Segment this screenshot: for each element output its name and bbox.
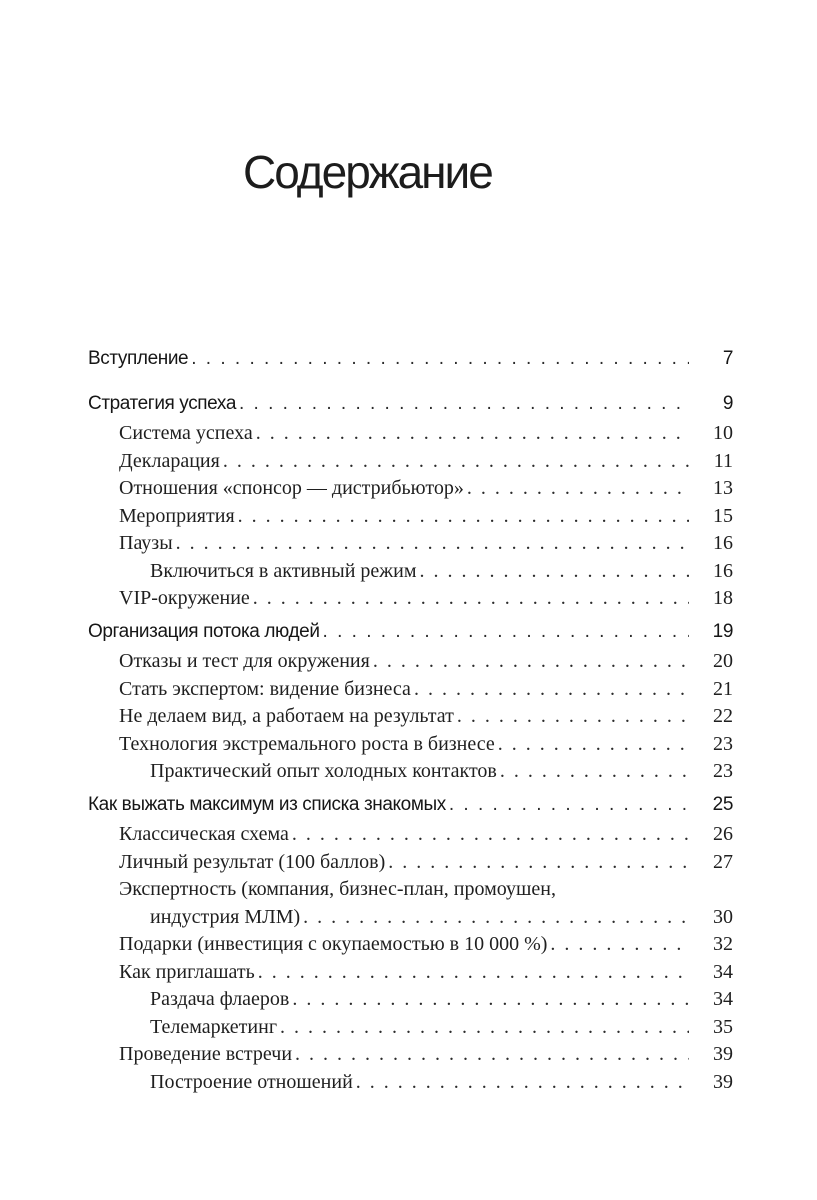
toc-entry-label: Подарки (инвестиция с окупаемостью в 10 000 %) <box>119 933 548 955</box>
page-title: Содержание <box>243 145 492 198</box>
toc-entry-row <box>88 876 733 904</box>
toc-entry-label: Система успеха <box>119 422 253 444</box>
toc-entry-row <box>88 731 733 759</box>
toc-entry-row <box>88 959 733 987</box>
dot-leader <box>467 475 689 503</box>
dot-leader <box>258 959 689 987</box>
dot-leader <box>414 676 689 704</box>
toc-section-row <box>88 618 733 646</box>
toc-entry-page: 16 <box>713 559 733 582</box>
toc-entry-row <box>88 931 733 959</box>
dot-leader <box>449 791 689 819</box>
toc-entry-page: 21 <box>713 677 733 700</box>
toc-entry-page: 34 <box>713 960 733 983</box>
toc-entry-row <box>88 448 733 476</box>
toc-entry-page: 30 <box>713 905 733 928</box>
toc-entry-row <box>88 849 733 877</box>
toc-entry-row <box>88 676 733 704</box>
dot-leader <box>373 648 689 676</box>
toc-section-row <box>88 390 733 418</box>
toc-entry-label: Построение отношений <box>150 1070 353 1093</box>
dot-leader <box>176 530 689 558</box>
toc-entry-page: 22 <box>713 705 733 727</box>
dot-leader <box>292 986 689 1014</box>
toc-entry-label: Стратегия успеха <box>88 392 236 414</box>
toc-entry-label: Раздача флаеров <box>150 988 290 1010</box>
dot-leader <box>498 731 689 759</box>
dot-leader <box>239 390 689 418</box>
toc-entry-page: 23 <box>713 760 733 782</box>
dot-leader <box>550 931 689 959</box>
toc-entry-label: Как выжать максимум из списка знакомых <box>88 793 446 815</box>
toc-entry-page: 10 <box>713 422 733 444</box>
toc-entry-row <box>88 986 733 1014</box>
dot-leader <box>500 758 689 786</box>
toc-entry-page: 9 <box>722 392 733 414</box>
toc-entry-page: 11 <box>713 449 733 472</box>
dot-leader <box>256 420 689 448</box>
toc-entry-row <box>88 821 733 849</box>
toc-entry-page: 7 <box>722 348 733 369</box>
toc-entry-page: 19 <box>712 620 733 642</box>
toc-entry-label: Не делаем вид, а работаем на результат <box>119 705 454 727</box>
toc-entry-page: 35 <box>713 1015 733 1038</box>
toc-entry-row <box>88 420 733 448</box>
toc-section-row <box>88 791 733 819</box>
toc-entry-label: Телемаркетинг <box>150 1015 278 1038</box>
toc-entry-label: Включиться в активный режим <box>150 559 417 582</box>
toc-entry-page: 13 <box>713 477 733 499</box>
toc-entry-label: Декларация <box>119 449 220 472</box>
dot-leader <box>280 1014 689 1042</box>
dot-leader <box>238 503 689 531</box>
toc-entry-page: 39 <box>713 1070 733 1093</box>
toc-entry-label: Организация потока людей <box>88 620 320 642</box>
toc-entry-label: VIP-окружение <box>119 587 250 609</box>
toc-entry-row <box>88 1014 733 1042</box>
toc-entry-label: Вступление <box>88 348 189 369</box>
toc-entry-row <box>88 503 733 531</box>
toc-entry-page: 16 <box>713 532 733 554</box>
toc-entry-label: Личный результат (100 баллов) <box>119 850 386 873</box>
toc-entry-page: 18 <box>713 587 733 609</box>
dot-leader <box>253 585 689 613</box>
toc-entry-page: 39 <box>713 1043 733 1065</box>
toc-entry-label: Стать экспертом: видение бизнеса <box>119 677 411 700</box>
dot-leader <box>303 904 689 932</box>
toc-entry-row <box>88 1069 733 1097</box>
toc-entry-page: 32 <box>713 933 733 955</box>
toc-entry-label: Технология экстремального роста в бизнесе <box>119 732 495 755</box>
dot-leader <box>457 703 689 731</box>
toc-entry-row <box>88 1041 733 1069</box>
toc-entry-row <box>88 648 733 676</box>
dot-leader <box>191 345 689 373</box>
toc-entry-row <box>88 475 733 503</box>
toc-entry-page: 26 <box>713 823 733 845</box>
toc-entry-label: Отказы и тест для окружения <box>119 650 370 672</box>
dot-leader <box>419 558 689 586</box>
toc-entry-label: Как приглашать <box>119 960 255 983</box>
toc-entry-page: 34 <box>713 988 733 1010</box>
toc-entry-row <box>88 558 733 586</box>
toc-entry-label: Мероприятия <box>119 504 235 527</box>
toc-entry-row <box>88 530 733 558</box>
toc-entry-label: Практический опыт холодных контактов <box>150 760 497 782</box>
toc-entry-row <box>88 758 733 786</box>
dot-leader <box>388 849 689 877</box>
toc-entry-row <box>88 703 733 731</box>
toc-entry-label: Экспертность (компания, бизнес-план, промоушен, <box>119 878 556 900</box>
toc-entry-label: Классическая схема <box>119 823 289 845</box>
toc-entry-page: 27 <box>713 850 733 873</box>
toc-entry-page: 25 <box>712 793 733 815</box>
dot-leader <box>223 448 689 476</box>
dot-leader <box>295 1041 689 1069</box>
toc-section-row <box>88 345 733 373</box>
toc-entry-label: Отношения «спонсор — дистрибьютор» <box>119 477 464 499</box>
dot-leader <box>356 1069 689 1097</box>
toc-entry-page: 23 <box>713 732 733 755</box>
toc-entry-label: Паузы <box>119 532 173 554</box>
toc-entry-label: индустрия МЛМ) <box>150 905 301 928</box>
toc-entry-page: 20 <box>713 650 733 672</box>
toc-entry-label: Проведение встречи <box>119 1043 293 1065</box>
toc-entry-row <box>88 904 733 932</box>
toc-entry-page: 15 <box>713 504 733 527</box>
toc-list <box>88 345 733 1096</box>
dot-leader <box>292 821 689 849</box>
dot-leader <box>323 618 689 646</box>
toc-entry-row <box>88 585 733 613</box>
